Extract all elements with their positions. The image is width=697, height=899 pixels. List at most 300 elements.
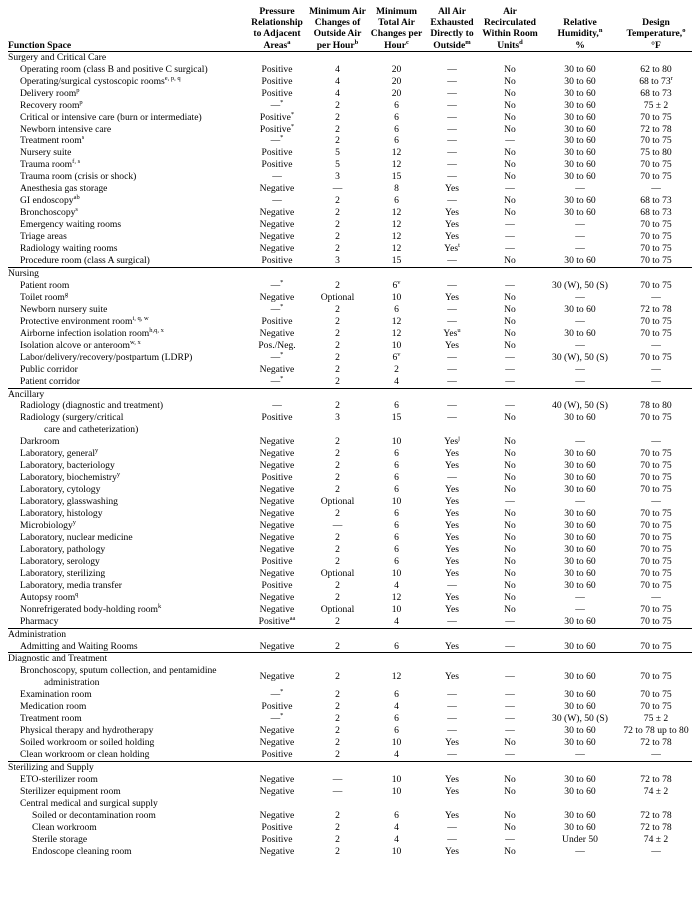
outside-air-cell <box>306 64 369 76</box>
table-row <box>8 171 692 183</box>
exhausted-cell-value: Yes <box>445 785 459 797</box>
pressure-cell-value: Negative <box>259 737 295 749</box>
exhausted-cell-value: Yes <box>444 436 459 448</box>
exhausted-cell-value: Yes <box>445 291 459 303</box>
humidity-cell-value: 30 to 60 <box>564 99 596 111</box>
total-air-cell <box>369 472 424 484</box>
function-space-label: Physical therapy and hydrotherapy <box>20 725 154 737</box>
temperature-cell-value: — <box>651 339 661 351</box>
temperature-cell-value: 72 to 78 <box>640 809 672 821</box>
humidity-cell <box>540 183 620 195</box>
pressure-cell-value: Negative <box>259 531 295 543</box>
table-row <box>8 243 692 255</box>
table-row <box>8 364 692 376</box>
function-space-name <box>8 713 248 725</box>
humidity-cell-value: 30 to 60 <box>564 207 596 219</box>
section-title: Nursing <box>8 267 692 279</box>
pressure-cell <box>248 798 306 810</box>
pressure-cell <box>248 352 306 364</box>
recirculated-cell <box>480 484 540 496</box>
temperature-cell <box>620 713 692 725</box>
outside-air-cell <box>306 460 369 472</box>
total-air-cell <box>369 231 424 243</box>
recirculated-cell-value: No <box>504 484 516 496</box>
recirculated-cell-value: No <box>504 75 516 87</box>
function-space-label: Laboratory, serology <box>20 555 100 567</box>
function-space-label: GI endoscopy <box>20 195 74 207</box>
function-space-name <box>8 834 248 846</box>
exhausted-cell <box>424 580 480 592</box>
outside-air-cell <box>306 448 369 460</box>
total-air-cell-value: 12 <box>391 243 402 255</box>
total-air-cell-value: 8 <box>394 183 399 195</box>
pressure-cell-value: Negative <box>259 496 295 508</box>
pressure-cell-value: — <box>272 400 282 412</box>
outside-air-cell <box>306 159 369 171</box>
function-space-name <box>8 88 248 100</box>
temperature-cell-value: 70 to 75 <box>640 603 672 615</box>
exhausted-cell-value: Yes <box>445 460 459 472</box>
function-space-name <box>8 243 248 255</box>
total-air-cell <box>369 701 424 713</box>
outside-air-cell <box>306 171 369 183</box>
temperature-cell <box>620 183 692 195</box>
temperature-cell <box>620 376 692 388</box>
humidity-cell-value: 30 to 60 <box>564 615 596 627</box>
temperature-cell-value: 72 to 78 up to 80 <box>623 725 689 737</box>
total-air-cell-value: 20 <box>391 63 402 75</box>
outside-air-cell <box>306 520 369 532</box>
exhausted-cell-value: Yes <box>445 845 459 857</box>
total-air-cell <box>369 436 424 448</box>
temperature-cell <box>620 147 692 159</box>
pressure-cell <box>248 580 306 592</box>
pressure-cell-value: — <box>272 171 282 183</box>
humidity-cell-value: — <box>575 375 585 387</box>
humidity-cell <box>540 749 620 761</box>
function-space-label: Laboratory, general <box>20 448 96 460</box>
recirculated-cell <box>480 508 540 520</box>
humidity-cell-value: Under 50 <box>562 833 598 845</box>
table-row <box>8 147 692 159</box>
recirculated-cell <box>480 448 540 460</box>
outside-air-cell-value: 3 <box>335 255 340 267</box>
temperature-cell <box>620 255 692 267</box>
recirculated-cell <box>480 641 540 653</box>
pressure-cell-value: Positive <box>259 111 291 123</box>
function-space-name <box>8 100 248 112</box>
exhausted-cell <box>424 689 480 701</box>
temperature-cell-value: 68 to 73 <box>640 195 672 207</box>
temperature-cell-value: 70 to 75 <box>640 519 672 531</box>
humidity-cell <box>540 280 620 292</box>
recirculated-cell-value: No <box>504 63 516 75</box>
exhausted-cell-value: — <box>447 579 457 591</box>
humidity-cell <box>540 412 620 436</box>
total-air-cell <box>369 556 424 568</box>
pressure-cell <box>248 340 306 352</box>
humidity-cell-value: — <box>575 291 585 303</box>
pressure-cell-footnote: * <box>280 134 284 142</box>
recirculated-cell-value: No <box>504 111 516 123</box>
total-air-cell-value: 6 <box>394 484 399 496</box>
exhausted-cell <box>424 496 480 508</box>
function-space-name <box>8 484 248 496</box>
outside-air-cell-value: 4 <box>335 75 340 87</box>
temperature-cell <box>620 171 692 183</box>
recirculated-cell <box>480 171 540 183</box>
table-row <box>8 400 692 412</box>
exhausted-cell <box>424 159 480 171</box>
table-row <box>8 304 692 316</box>
function-space-name <box>8 725 248 737</box>
recirculated-cell <box>480 376 540 388</box>
exhausted-cell-value: Yes <box>445 640 459 652</box>
temperature-cell-value: 68 to 73 <box>640 87 672 99</box>
pressure-cell <box>248 100 306 112</box>
temperature-cell <box>620 822 692 834</box>
temperature-cell <box>620 520 692 532</box>
function-space-footnote: p <box>76 86 80 94</box>
recirculated-cell <box>480 544 540 556</box>
humidity-cell <box>540 316 620 328</box>
recirculated-cell-value: — <box>505 135 515 147</box>
function-space-name <box>8 328 248 340</box>
temperature-cell <box>620 316 692 328</box>
exhausted-cell-value: — <box>447 171 457 183</box>
pressure-cell <box>248 496 306 508</box>
table-header <box>8 6 692 51</box>
outside-air-cell-value: 2 <box>335 689 340 701</box>
humidity-cell-value: — <box>575 315 585 327</box>
table-body <box>8 51 692 857</box>
outside-air-cell <box>306 135 369 147</box>
humidity-cell-value: — <box>575 845 585 857</box>
humidity-cell <box>540 88 620 100</box>
outside-air-cell-value: — <box>332 183 343 195</box>
total-air-cell-value: 12 <box>391 219 402 231</box>
function-space-name <box>8 846 248 858</box>
temperature-cell-value: 70 to 75 <box>640 640 672 652</box>
total-air-cell <box>369 255 424 267</box>
outside-air-cell-value: 2 <box>335 531 340 543</box>
humidity-cell-value: 30 to 60 <box>564 111 596 123</box>
recirculated-cell <box>480 580 540 592</box>
function-space-label: Pharmacy <box>20 615 59 627</box>
recirculated-cell <box>480 532 540 544</box>
exhausted-cell <box>424 124 480 136</box>
recirculated-cell-value: No <box>504 460 516 472</box>
total-air-cell-value: 2 <box>394 363 399 375</box>
humidity-cell-value: 30 to 60 <box>564 460 596 472</box>
exhausted-cell-value: Yes <box>445 183 459 195</box>
recirculated-cell-value: No <box>504 123 516 135</box>
outside-air-cell-value: 4 <box>335 87 340 99</box>
total-air-cell-value: 6 <box>394 640 399 652</box>
function-space-label-continued: administration <box>44 677 100 689</box>
pressure-cell-footnote: * <box>290 122 295 130</box>
table-row <box>8 448 692 460</box>
exhausted-cell-value: Yes <box>445 603 459 615</box>
humidity-cell-value: 30 to 60 <box>564 774 596 785</box>
function-space-name <box>8 112 248 124</box>
total-air-cell <box>369 665 424 689</box>
humidity-cell-value: 30 to 60 <box>564 543 596 555</box>
total-air-cell-value: 10 <box>391 436 402 448</box>
total-air-cell <box>369 725 424 737</box>
pressure-cell-value: Positive <box>261 159 293 171</box>
outside-air-cell <box>306 846 369 858</box>
recirculated-cell-value: No <box>504 291 516 303</box>
function-space-label: Operating room (class B and positive C surgical) <box>20 63 208 75</box>
humidity-cell <box>540 520 620 532</box>
pressure-cell <box>248 243 306 255</box>
exhausted-cell-value: — <box>447 255 457 267</box>
exhausted-cell <box>424 798 480 810</box>
exhausted-cell <box>424 207 480 219</box>
recirculated-cell <box>480 100 540 112</box>
exhausted-cell <box>424 484 480 496</box>
function-space-label: Admitting and Waiting Rooms <box>20 640 138 652</box>
exhausted-cell <box>424 255 480 267</box>
function-space-label: Operating/surgical cystoscopic rooms <box>20 75 165 87</box>
total-air-cell-value: 6 <box>394 111 399 123</box>
exhausted-cell-value: Yes <box>444 243 459 255</box>
exhausted-cell-value: Yes <box>445 555 459 567</box>
temperature-cell-value: 70 to 75 <box>640 111 672 123</box>
pressure-cell <box>248 400 306 412</box>
outside-air-cell-value: 2 <box>335 484 340 496</box>
pressure-cell-value: Positive <box>259 123 291 135</box>
temperature-cell-value: 70 to 75 <box>640 484 672 496</box>
pressure-cell-value: Negative <box>259 845 295 857</box>
function-space-footnote: g <box>64 290 69 298</box>
outside-air-cell <box>306 641 369 653</box>
pressure-cell <box>248 641 306 653</box>
exhausted-cell <box>424 219 480 231</box>
outside-air-cell <box>306 316 369 328</box>
total-air-cell-value: 10 <box>391 774 402 785</box>
exhausted-cell-value: — <box>447 99 457 111</box>
table-row <box>8 460 692 472</box>
outside-air-cell <box>306 822 369 834</box>
pressure-cell-value: Negative <box>259 640 295 652</box>
outside-air-cell-value: 2 <box>335 671 340 683</box>
total-air-cell-value: 10 <box>391 567 402 579</box>
table-row <box>8 496 692 508</box>
humidity-cell-value: — <box>575 436 585 448</box>
outside-air-cell <box>306 231 369 243</box>
function-space-name <box>8 64 248 76</box>
function-space-label: Airborne infection isolation room <box>20 327 150 339</box>
pressure-cell-footnote: * <box>280 374 284 382</box>
recirculated-cell <box>480 520 540 532</box>
function-space-footnote: s <box>75 206 78 214</box>
recirculated-cell-value: No <box>504 159 516 171</box>
function-space-label: Autopsy room <box>20 591 76 603</box>
pressure-cell-value: Negative <box>259 231 295 243</box>
recirculated-cell <box>480 665 540 689</box>
table-row <box>8 604 692 616</box>
recirculated-cell-value: No <box>504 171 516 183</box>
pressure-cell-value: — <box>270 99 281 111</box>
temperature-cell-value: 70 to 75 <box>640 543 672 555</box>
exhausted-cell-footnote: t <box>458 242 460 250</box>
total-air-cell-value: 12 <box>391 315 402 327</box>
pressure-cell-value: — <box>272 195 282 207</box>
pressure-cell-value: Negative <box>259 519 295 531</box>
outside-air-cell-value: 2 <box>335 833 340 845</box>
pressure-cell <box>248 725 306 737</box>
outside-air-cell <box>306 786 369 798</box>
table-row <box>8 64 692 76</box>
humidity-cell <box>540 532 620 544</box>
function-space-name <box>8 292 248 304</box>
exhausted-cell-value: — <box>447 135 457 147</box>
outside-air-cell <box>306 689 369 701</box>
temperature-cell-value: 75 ± 2 <box>643 713 669 725</box>
exhausted-cell <box>424 76 480 88</box>
humidity-cell <box>540 255 620 267</box>
humidity-cell-value: 30 to 60 <box>564 531 596 543</box>
recirculated-cell <box>480 774 540 786</box>
function-space-name <box>8 592 248 604</box>
function-space-label: Labor/delivery/recovery/postpartum (LDRP) <box>20 351 193 363</box>
exhausted-cell-value: Yes <box>445 531 459 543</box>
temperature-cell-value: 74 ± 2 <box>643 785 669 797</box>
pressure-cell <box>248 255 306 267</box>
total-air-cell-value: 12 <box>391 147 402 159</box>
exhausted-cell-value: Yes <box>445 219 459 231</box>
function-space-name <box>8 147 248 159</box>
outside-air-cell-value: — <box>332 785 343 797</box>
table-row <box>8 472 692 484</box>
humidity-cell-value: 30 to 60 <box>564 640 596 652</box>
recirculated-cell <box>480 207 540 219</box>
total-air-cell-value: 6 <box>394 543 399 555</box>
recirculated-cell <box>480 460 540 472</box>
function-space-name <box>8 472 248 484</box>
function-space-label: Recovery room <box>20 99 80 111</box>
function-space-name <box>8 171 248 183</box>
humidity-cell <box>540 484 620 496</box>
pressure-cell <box>248 556 306 568</box>
temperature-cell <box>620 592 692 604</box>
function-space-label: Isolation alcove or anteroom <box>20 339 131 351</box>
exhausted-cell <box>424 822 480 834</box>
recirculated-cell-value: No <box>504 785 516 797</box>
table-row <box>8 774 692 786</box>
exhausted-cell-value: — <box>447 351 457 363</box>
total-air-cell-value: 10 <box>391 737 402 749</box>
exhausted-cell-value: — <box>447 749 457 761</box>
function-space-footnote: i, q, w <box>132 314 149 322</box>
temperature-cell <box>620 701 692 713</box>
total-air-cell <box>369 580 424 592</box>
exhausted-cell <box>424 774 480 786</box>
outside-air-cell <box>306 195 369 207</box>
humidity-cell <box>540 737 620 749</box>
function-space-label: Public corridor <box>20 363 78 375</box>
temperature-cell-value: 68 to 73 <box>640 207 672 219</box>
temperature-cell <box>620 231 692 243</box>
outside-air-cell <box>306 340 369 352</box>
pressure-cell-value: Negative <box>259 243 295 255</box>
recirculated-cell <box>480 472 540 484</box>
recirculated-cell <box>480 304 540 316</box>
exhausted-cell <box>424 749 480 761</box>
total-air-cell <box>369 352 424 364</box>
exhausted-cell <box>424 448 480 460</box>
function-space-name <box>8 183 248 195</box>
pressure-cell-value: Negative <box>259 436 295 448</box>
function-space-label: Endoscope cleaning room <box>32 845 132 857</box>
total-air-cell <box>369 460 424 472</box>
function-space-footnote: h,q, x <box>149 326 164 334</box>
recirculated-cell <box>480 568 540 580</box>
function-space-name <box>8 316 248 328</box>
function-space-label: Emergency waiting rooms <box>20 219 122 231</box>
total-air-cell-value: 10 <box>391 291 402 303</box>
humidity-cell <box>540 798 620 810</box>
outside-air-cell-value: 2 <box>335 460 340 472</box>
table-row <box>8 159 692 171</box>
outside-air-cell <box>306 496 369 508</box>
outside-air-cell <box>306 183 369 195</box>
pressure-cell <box>248 616 306 628</box>
recirculated-cell <box>480 231 540 243</box>
table-row <box>8 520 692 532</box>
table-row <box>8 328 692 340</box>
recirculated-cell <box>480 713 540 725</box>
outside-air-cell-value: 2 <box>335 615 340 627</box>
col-humidity: Relative Humidity,$^n$ % <box>557 17 603 51</box>
exhausted-cell <box>424 112 480 124</box>
exhausted-cell <box>424 786 480 798</box>
temperature-cell-value: 70 to 75 <box>640 279 672 291</box>
total-air-cell-value: 20 <box>391 75 402 87</box>
exhausted-cell-value: — <box>447 303 457 315</box>
outside-air-cell <box>306 604 369 616</box>
recirculated-cell <box>480 364 540 376</box>
pressure-cell <box>248 231 306 243</box>
section-row <box>8 762 692 774</box>
function-space-name <box>8 556 248 568</box>
function-space-footnote: ab <box>73 194 80 202</box>
outside-air-cell-value: 2 <box>335 123 340 135</box>
recirculated-cell <box>480 135 540 147</box>
humidity-cell <box>540 822 620 834</box>
humidity-cell <box>540 231 620 243</box>
exhausted-cell-value: — <box>447 615 457 627</box>
outside-air-cell-value: 2 <box>335 303 340 315</box>
total-air-cell <box>369 304 424 316</box>
exhausted-cell <box>424 316 480 328</box>
recirculated-cell-value: No <box>504 737 516 749</box>
outside-air-cell-value: 2 <box>335 640 340 652</box>
temperature-cell <box>620 100 692 112</box>
temperature-cell <box>620 484 692 496</box>
function-space-label: Critical or intensive care (burn or intermediate) <box>20 111 202 123</box>
exhausted-cell <box>424 340 480 352</box>
humidity-cell <box>540 786 620 798</box>
temperature-cell-value: 70 to 75 <box>640 255 672 267</box>
total-air-cell-value: 12 <box>391 591 402 603</box>
humidity-cell-value: 30 to 60 <box>564 255 596 267</box>
humidity-cell-value: 30 to 60 <box>564 579 596 591</box>
outside-air-cell-value: 2 <box>335 591 340 603</box>
total-air-cell <box>369 786 424 798</box>
